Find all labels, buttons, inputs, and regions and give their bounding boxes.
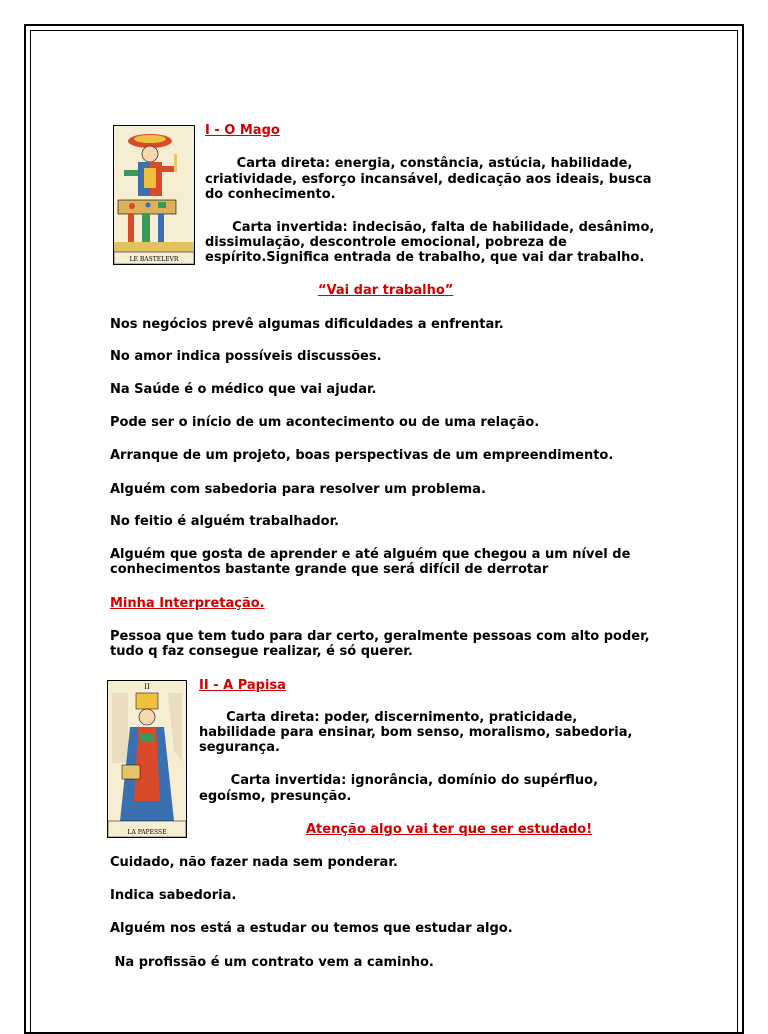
card2-inverted-line-1: Carta invertida: ignorância, domínio do supérfluo, xyxy=(199,773,599,788)
card2-direct-line-1: Carta direta: poder, discernimento, praticidade, xyxy=(199,710,578,725)
card1-line-learn-1: Alguém que gosta de aprender e até alguém que chegou a um nível de xyxy=(110,547,631,562)
card1-line-love: No amor indica possíveis discussões. xyxy=(110,349,382,364)
card2-number: II xyxy=(144,683,150,691)
card2-line-caution: Cuidado, não fazer nada sem ponderar. xyxy=(110,855,398,870)
interpretation-line-2: tudo q faz consegue realizar, é só querer. xyxy=(110,644,413,659)
magician-card-label: LE BASTELEVR xyxy=(129,256,179,263)
card1-line-business: Nos negócios prevê algumas dificuldades a enfrentar. xyxy=(110,317,504,332)
card2-warning: Atenção algo vai ter que ser estudado! xyxy=(306,822,593,837)
card1-quote: “Vai dar trabalho” xyxy=(318,283,454,298)
card1-inverted-line-3: espírito.Significa entrada de trabalho, que vai dar trabalho. xyxy=(205,250,645,265)
card2-inverted-line-2: egoísmo, presunção. xyxy=(199,789,352,804)
card1-inverted-line-2: dissimulação, descontrole emocional, pobreza de xyxy=(205,235,567,250)
card2-direct-line-3: segurança. xyxy=(199,740,280,755)
interpretation-heading: Minha Interpretação. xyxy=(110,596,265,611)
interpretation-line-1: Pessoa que tem tudo para dar certo, geralmente pessoas com alto poder, xyxy=(110,629,650,644)
card1-line-wisdom: Alguém com sabedoria para resolver um problema. xyxy=(110,482,486,497)
card1-line-worker: No feitio é alguém trabalhador. xyxy=(110,514,340,529)
card1-direct-line-2: criatividade, esforço incansável, dedicação aos ideais, busca xyxy=(205,172,652,187)
card2-title: II - A Papisa xyxy=(199,678,286,693)
card1-line-start: Pode ser o início de um acontecimento ou de uma relação. xyxy=(110,415,540,430)
card1-title: I - O Mago xyxy=(205,123,280,138)
card1-inverted-line-1: Carta invertida: indecisão, falta de habilidade, desânimo, xyxy=(205,220,655,235)
card2-line-profession: Na profissão é um contrato vem a caminho. xyxy=(110,955,434,970)
card2-direct-line-2: habilidade para ensinar, bom senso, moralismo, sabedoria, xyxy=(199,725,633,740)
magician-card-image xyxy=(113,125,195,265)
high-priestess-card-label: LA PAPESSE xyxy=(127,829,167,836)
card2-line-study: Alguém nos está a estudar ou temos que estudar algo. xyxy=(110,921,513,936)
card1-line-learn-2: conhecimentos bastante grande que será difícil de derrotar xyxy=(110,562,549,577)
card1-direct-line-3: do conhecimento. xyxy=(205,187,336,202)
card1-line-health: Na Saúde é o médico que vai ajudar. xyxy=(110,382,377,397)
card1-direct-line-1: Carta direta: energia, constância, astúcia, habilidade, xyxy=(205,156,633,171)
card1-line-project: Arranque de um projeto, boas perspectivas de um empreendimento. xyxy=(110,448,614,463)
high-priestess-card-image xyxy=(107,680,187,838)
card2-line-wisdom: Indica sabedoria. xyxy=(110,888,237,903)
